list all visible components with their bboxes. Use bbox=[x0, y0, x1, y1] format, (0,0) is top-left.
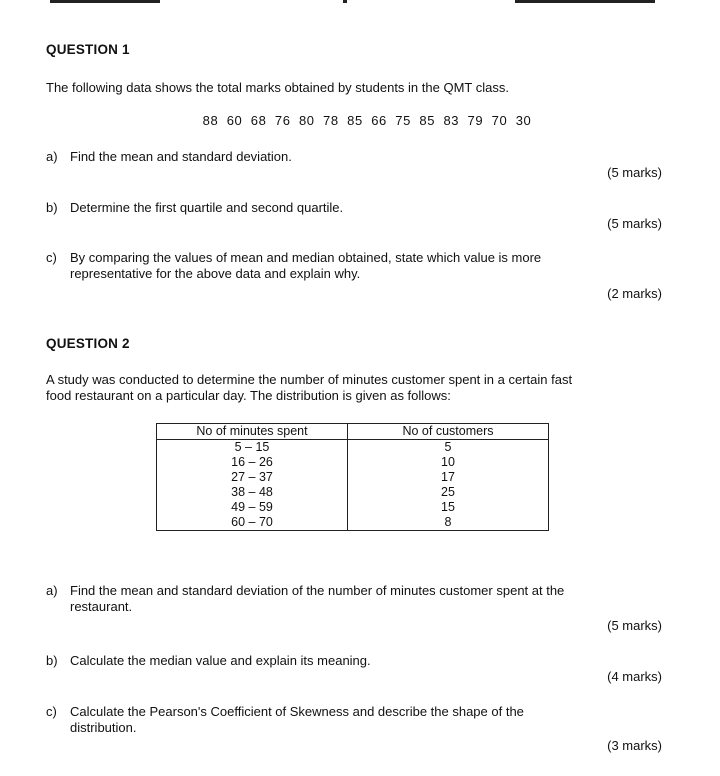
q1-part-c-text-cont: representative for the above data and explain why. bbox=[70, 266, 361, 281]
q2-part-a-label: a) bbox=[46, 583, 58, 598]
q1-part-a-marks: (5 marks) bbox=[607, 165, 662, 180]
q1-part-b-marks: (5 marks) bbox=[607, 216, 662, 231]
q2-part-a-text: Find the mean and standard deviation of the number of minutes customer spent at the bbox=[70, 583, 565, 598]
table-header-row bbox=[157, 424, 549, 440]
q1-data-line: 88 60 68 76 80 78 85 66 75 85 83 79 70 30 bbox=[202, 113, 532, 128]
table-row bbox=[157, 500, 549, 515]
cell-minutes: 16 – 26 bbox=[157, 455, 348, 470]
cell-minutes: 49 – 59 bbox=[157, 500, 348, 515]
q1-part-b-label: b) bbox=[46, 200, 58, 215]
q1-part-a bbox=[46, 149, 292, 165]
cropped-header-strip bbox=[0, 0, 720, 8]
table-row bbox=[157, 455, 549, 470]
table-row bbox=[157, 440, 549, 456]
q2-part-b bbox=[46, 653, 371, 669]
q2-part-a-text-cont: restaurant. bbox=[70, 599, 133, 614]
q2-part-c-label: c) bbox=[46, 704, 57, 719]
table-row bbox=[157, 485, 549, 500]
cell-customers: 8 bbox=[348, 515, 549, 531]
cell-minutes: 38 – 48 bbox=[157, 485, 348, 500]
q1-part-c bbox=[46, 250, 541, 266]
minutes-distribution-table bbox=[156, 423, 549, 531]
q1-part-a-text: Find the mean and standard deviation. bbox=[70, 149, 292, 164]
cell-customers: 25 bbox=[348, 485, 549, 500]
q1-part-c-label: c) bbox=[46, 250, 57, 265]
header-minutes: No of minutes spent bbox=[157, 424, 348, 440]
q2-intro-line-2: food restaurant on a particular day. The distribution is given as follows: bbox=[46, 388, 451, 403]
q2-part-c-text-cont: distribution. bbox=[70, 720, 137, 735]
cell-customers: 15 bbox=[348, 500, 549, 515]
q2-part-b-label: b) bbox=[46, 653, 58, 668]
question-1-title: QUESTION 1 bbox=[46, 42, 130, 57]
q1-part-b bbox=[46, 200, 343, 216]
q2-part-c bbox=[46, 704, 524, 720]
header-customers: No of customers bbox=[348, 424, 549, 440]
q1-part-c-marks: (2 marks) bbox=[607, 286, 662, 301]
cell-minutes: 60 – 70 bbox=[157, 515, 348, 531]
q2-part-b-marks: (4 marks) bbox=[607, 669, 662, 684]
cell-minutes: 27 – 37 bbox=[157, 470, 348, 485]
cell-customers: 17 bbox=[348, 470, 549, 485]
q2-intro-line-1: A study was conducted to determine the number of minutes customer spent in a certain fast bbox=[46, 372, 573, 387]
table-row bbox=[157, 470, 549, 485]
q2-part-a-marks: (5 marks) bbox=[607, 618, 662, 633]
cell-minutes: 5 – 15 bbox=[157, 440, 348, 456]
cell-customers: 5 bbox=[348, 440, 549, 456]
q2-part-c-text: Calculate the Pearson's Coefficient of Skewness and describe the shape of the bbox=[70, 704, 524, 719]
q1-part-b-text: Determine the first quartile and second quartile. bbox=[70, 200, 344, 215]
q1-intro: The following data shows the total marks obtained by students in the QMT class. bbox=[46, 80, 509, 95]
q1-part-a-label: a) bbox=[46, 149, 58, 164]
question-2-title: QUESTION 2 bbox=[46, 336, 130, 351]
q2-part-a bbox=[46, 583, 564, 599]
cell-customers: 10 bbox=[348, 455, 549, 470]
table-row bbox=[157, 515, 549, 531]
q2-part-b-text: Calculate the median value and explain its meaning. bbox=[70, 653, 371, 668]
q2-part-c-marks: (3 marks) bbox=[607, 738, 662, 753]
q1-part-c-text: By comparing the values of mean and median obtained, state which value is more bbox=[70, 250, 542, 265]
